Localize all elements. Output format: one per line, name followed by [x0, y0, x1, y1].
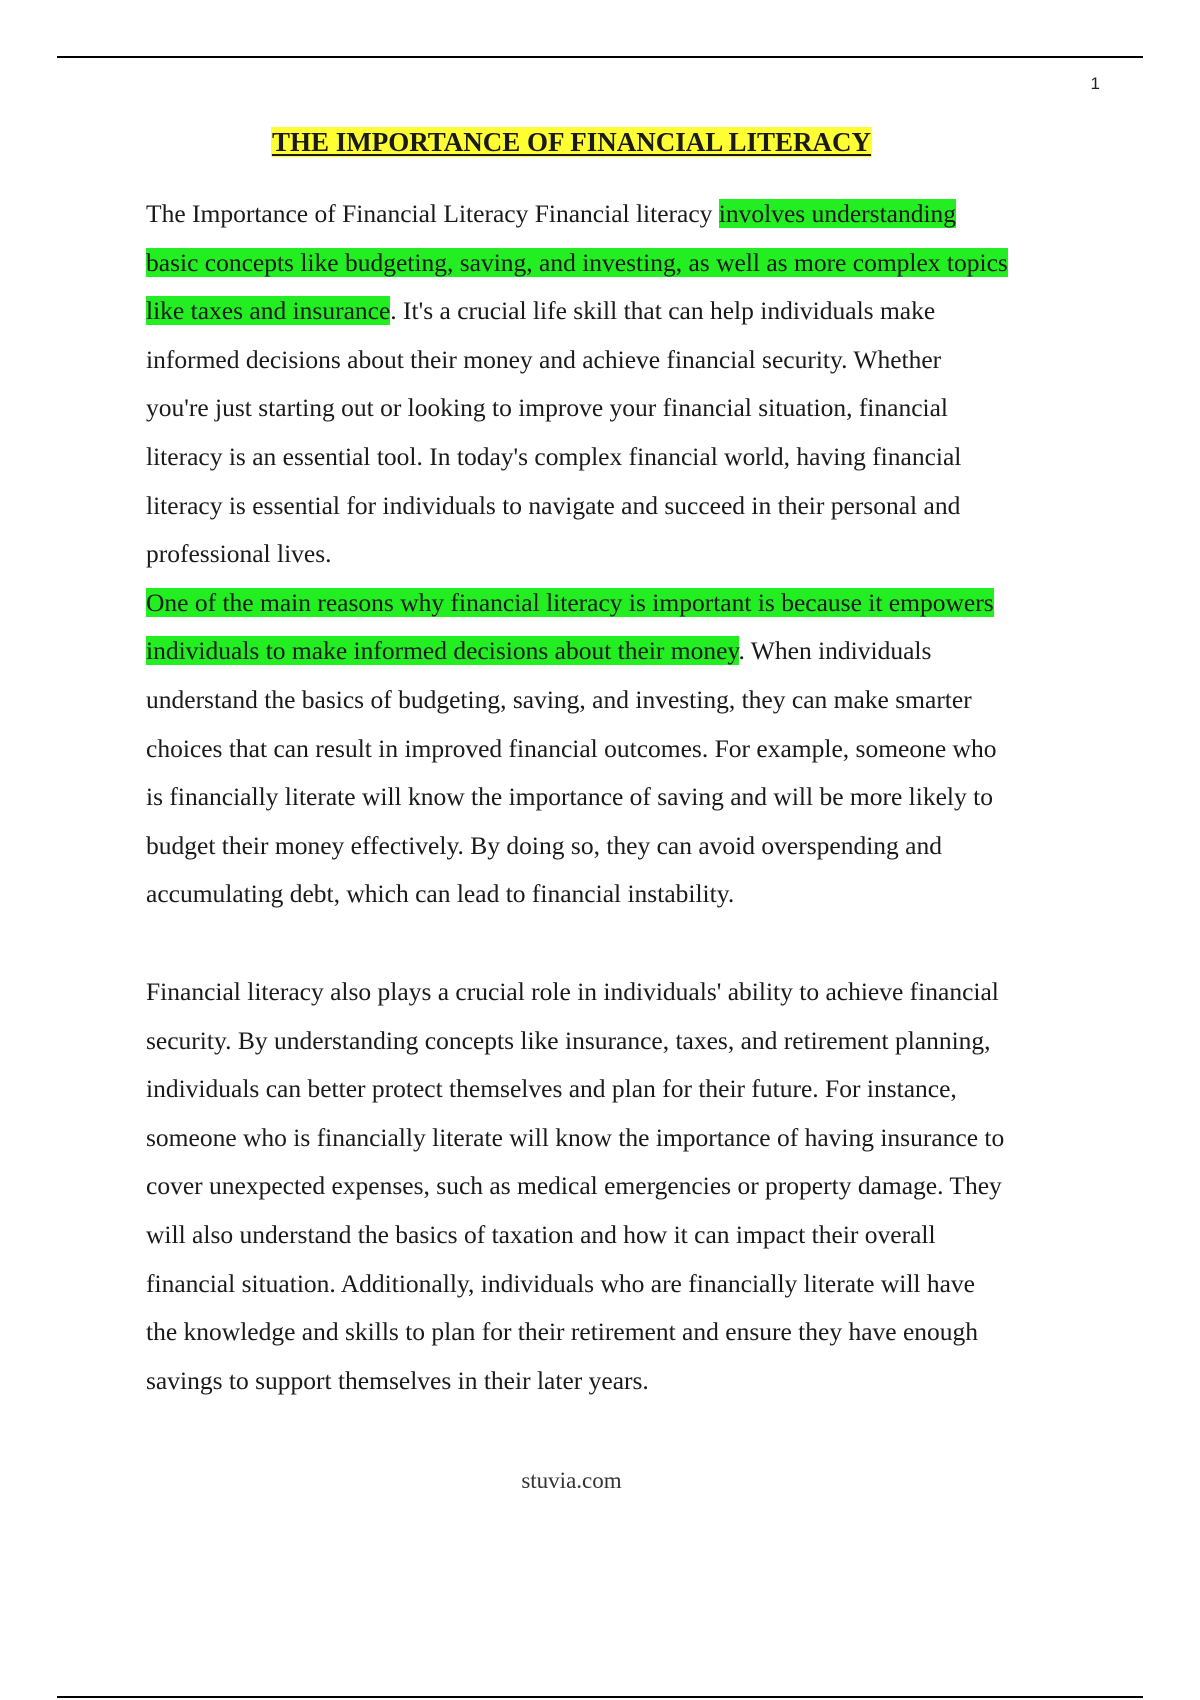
- paragraph-line: you're just starting out or looking to improve your financial situation, financial: [146, 393, 949, 423]
- paragraph-line: budget their money effectively. By doing so, they can avoid overspending and: [146, 830, 942, 860]
- paragraph-line: understand the basics of budgeting, saving, and investing, they can make smarter: [146, 684, 972, 714]
- paragraph-line: [146, 287, 1106, 336]
- paragraph-line: savings to support themselves in their later years.: [146, 1365, 649, 1395]
- paragraph-line: someone who is financially literate will know the importance of having insurance to: [146, 1122, 1005, 1152]
- highlighted-text: involves understanding: [718, 199, 957, 228]
- paragraph-line: financial situation. Additionally, individuals who are financially literate will have: [146, 1268, 975, 1298]
- line-text: . When individuals: [738, 636, 932, 666]
- paragraph-line: individuals can better protect themselves and plan for their future. For instance,: [146, 1074, 957, 1104]
- page-number: 1: [1090, 74, 1100, 93]
- paragraph-line: literacy is an essential tool. In today's complex financial world, having financial: [146, 441, 962, 471]
- paragraph-2: [146, 968, 1106, 1405]
- paragraph-line: security. By understanding concepts like insurance, taxes, and retirement planning,: [146, 1025, 991, 1055]
- document-title: [0, 124, 1143, 160]
- paragraph-line: literacy is essential for individuals to navigate and succeed in their personal and: [146, 490, 961, 520]
- paragraph-line: informed decisions about their money and achieve financial security. Whether: [146, 344, 942, 374]
- paragraph-1: [146, 190, 1106, 919]
- header-rule: [57, 56, 1143, 58]
- paragraph-line: will also understand the basics of taxation and how it can impact their overall: [146, 1219, 936, 1249]
- paragraph-line: cover unexpected expenses, such as medical emergencies or property damage. They: [146, 1171, 1002, 1201]
- paragraph-line: [146, 190, 1106, 239]
- paragraph-line: [146, 579, 1106, 628]
- line-text: . It's a crucial life skill that can help individuals make: [390, 296, 936, 326]
- highlighted-text: basic concepts like budgeting, saving, and investing, as well as more complex topics: [146, 247, 1008, 277]
- line-text: The Importance of Financial Literacy Financial literacy: [146, 199, 719, 228]
- footer-rule: [57, 1696, 1143, 1698]
- paragraph-line: professional lives.: [146, 539, 332, 569]
- paragraph-line: Financial literacy also plays a crucial role in individuals' ability to achieve financial: [146, 977, 999, 1006]
- paragraph-line: [146, 627, 1106, 676]
- paragraph-line: is financially literate will know the importance of saving and will be more likely to: [146, 782, 993, 812]
- paragraph-line: the knowledge and skills to plan for their retirement and ensure they have enough: [146, 1317, 979, 1347]
- footer-watermark: stuvia.com: [521, 1468, 622, 1493]
- highlighted-text: like taxes and insurance: [146, 296, 391, 326]
- paragraph-line: [146, 239, 1106, 288]
- document-title-text: THE IMPORTANCE OF FINANCIAL LITERACY: [271, 127, 872, 157]
- highlighted-text: individuals to make informed decisions about their money: [146, 636, 739, 666]
- paragraph-line: choices that can result in improved financial outcomes. For example, someone who: [146, 733, 997, 763]
- highlighted-text: One of the main reasons why financial literacy is important is because it empowers: [146, 587, 994, 617]
- paragraph-line: accumulating debt, which can lead to financial instability.: [146, 879, 735, 909]
